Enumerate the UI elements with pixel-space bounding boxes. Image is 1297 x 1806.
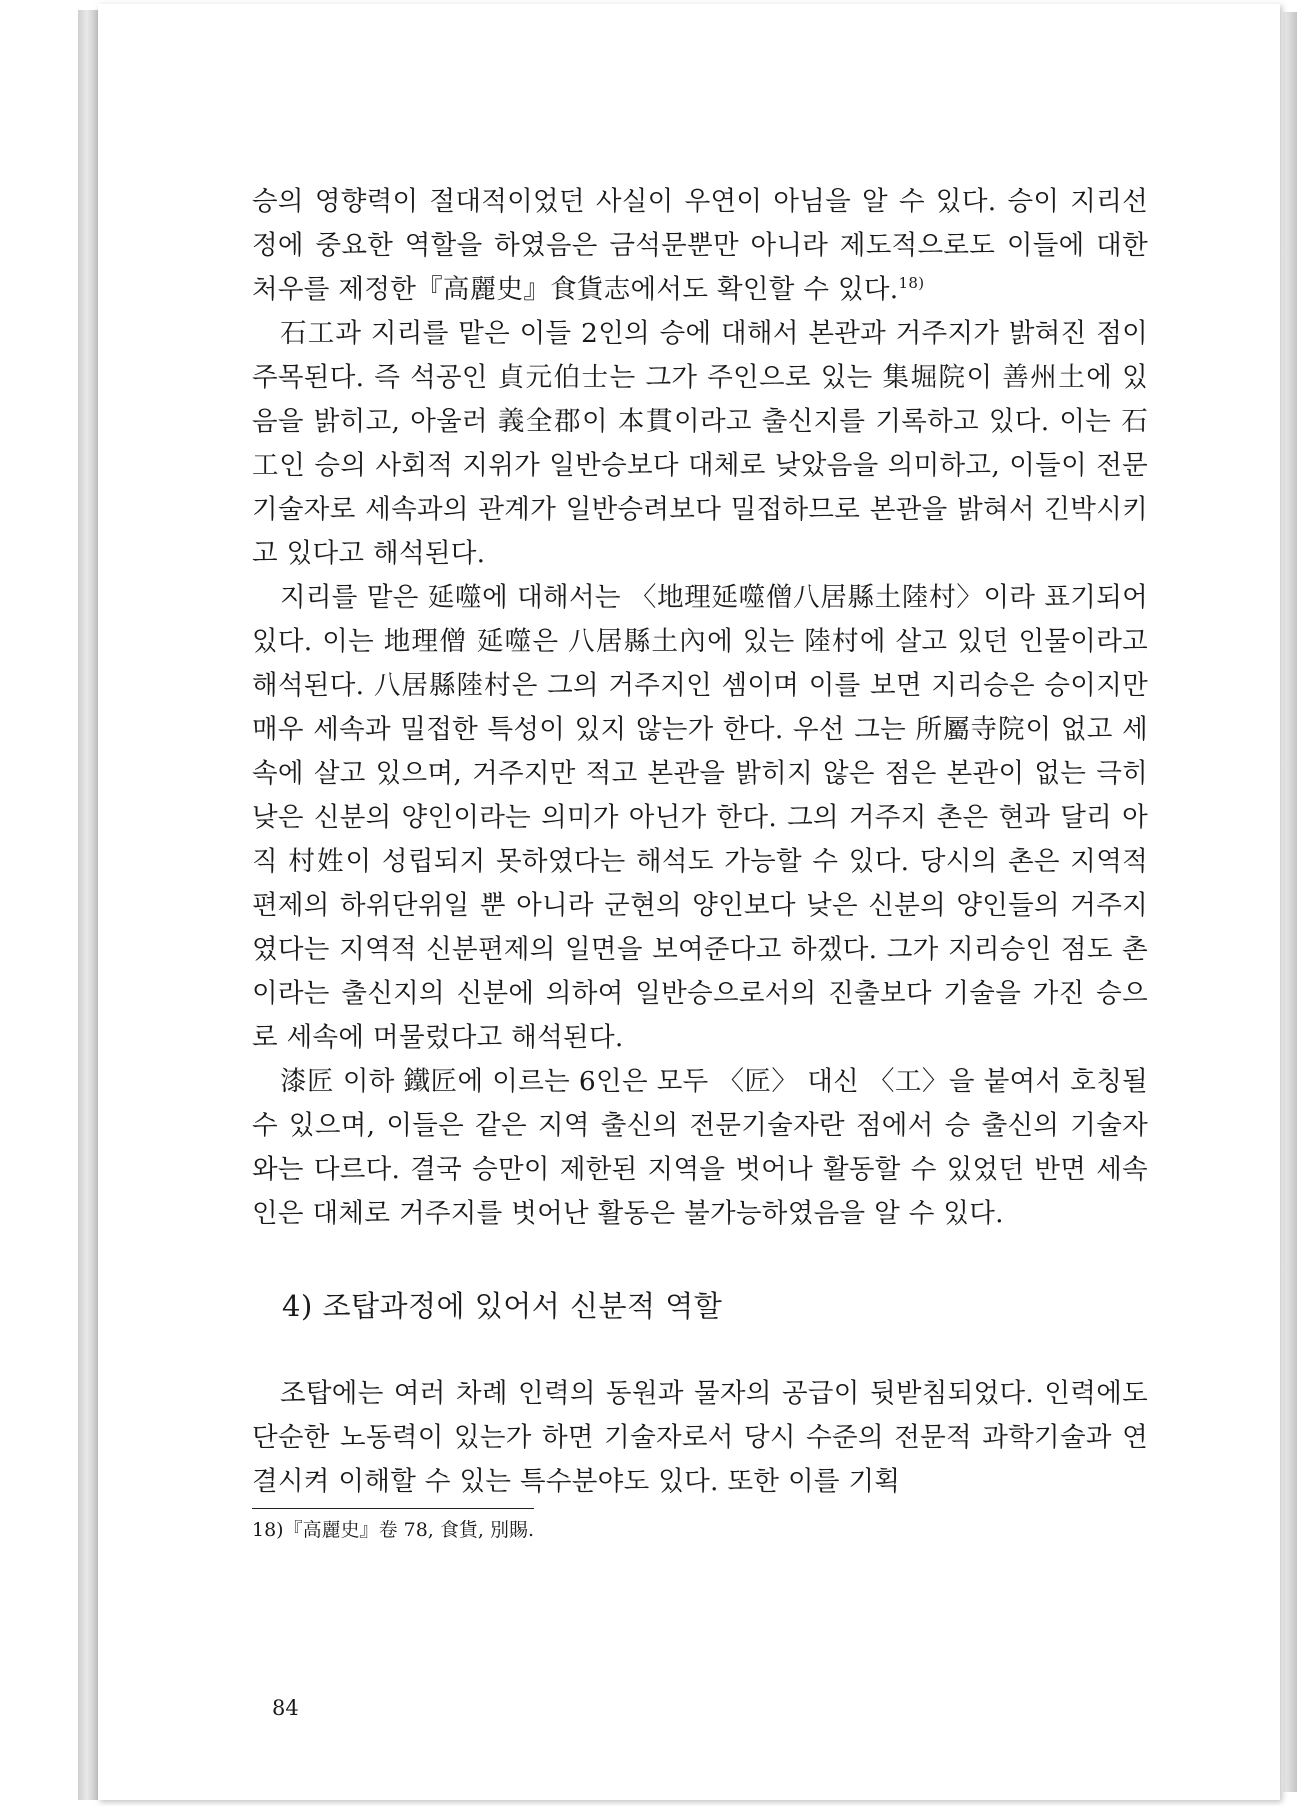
paragraph-2: 石工과 지리를 맡은 이들 2인의 승에 대해서 본관과 거주지가 밝혀진 점이 주목된다. 즉 석공인 貞元伯士는 그가 주인으로 있는 集堀院이 善州土에 있음을 밝히고, 아울러 義全郡이 本貫이라고 출신지를 기록하고 있다. 이는 石工인 승의 사회적 지위가 일반승보다 대체로 낮았음을 의미하고, 이들이 전문기술자로 세속과의 관계가 일반승려보다 밀접하므로 본관을 밝혀서 긴박시키고 있다고 해석된다. <box>252 318 1148 569</box>
section-heading: 4) 조탑과정에 있어서 신분적 역할 <box>282 1289 723 1323</box>
page-number: 84 <box>272 1696 299 1720</box>
paragraph-3: 지리를 맡은 延噬에 대해서는 〈地理延噬僧八居縣土陸村〉이라 표기되어 있다. 이는 地理僧 延噬은 八居縣土內에 있는 陸村에 살고 있던 인물이라고 해석된다. 八居縣陸村은 그의 거주지인 셈이며 이를 보면 지리승은 승이지만 매우 세속과 밀접한 특성이 있지 않는가 한다. 우선 그는 所屬寺院이 없고 세속에 살고 있으며, 거주지만 적고 본관을 밝히지 않은 점은 본관이 없는 극히 낮은 신분의 양인이라는 의미가 아닌가 한다. 그의 거주지 촌은 현과 달리 아직 村姓이 성립되지 못하였다는 해석도 가능할 수 있다. 당시의 촌은 지역적 편제의 하위단위일 뿐 아니라 군현의 양인보다 낮은 신분의 양인들의 거주지였다는 지역적 신분편제의 일면을 보여준다고 하겠다. 그가 지리승인 점도 촌이라는 출신지의 신분에 의하여 일반승으로서의 진출보다 기술을 가진 승으로 세속에 머물렀다고 해석된다. <box>252 582 1148 1053</box>
paragraph-4: 漆匠 이하 鐵匠에 이르는 6인은 모두 〈匠〉 대신 〈工〉을 붙여서 호칭될 수 있으며, 이들은 같은 지역 출신의 전문기술자란 점에서 승 출신의 기술자와는 다르다. 결국 승만이 제한된 지역을 벗어나 활동할 수 있었던 반면 세속인은 대체로 거주지를 벗어난 활동은 불가능하였음을 알 수 있다. <box>252 1066 1148 1229</box>
page-content <box>252 180 1148 1545</box>
footnote-ref-18: 18) <box>898 274 925 293</box>
page-shadow <box>1283 12 1297 1792</box>
footnote-18: 18)『高麗史』卷 78, 食貨, 別賜. <box>252 1519 535 1541</box>
footnote-rule <box>252 1508 534 1509</box>
page-stack-edge <box>78 10 100 1800</box>
paragraph-5: 조탑에는 여러 차례 인력의 동원과 물자의 공급이 뒷받침되었다. 인력에도 단순한 노동력이 있는가 하면 기술자로서 당시 수준의 전문적 과학기술과 연결시켜 이해할 수 있는 특수분야도 있다. 또한 이를 기획 <box>252 1378 1148 1497</box>
paragraph-1 <box>252 180 1148 312</box>
paragraph-1-text: 승의 영향력이 절대적이었던 사실이 우연이 아님을 알 수 있다. 승이 지리선정에 중요한 역할을 하였음은 금석문뿐만 아니라 제도적으로도 이들에 대한 처우를 제정한『高麗史』食貨志에서도 확인할 수 있다. <box>252 186 1148 305</box>
